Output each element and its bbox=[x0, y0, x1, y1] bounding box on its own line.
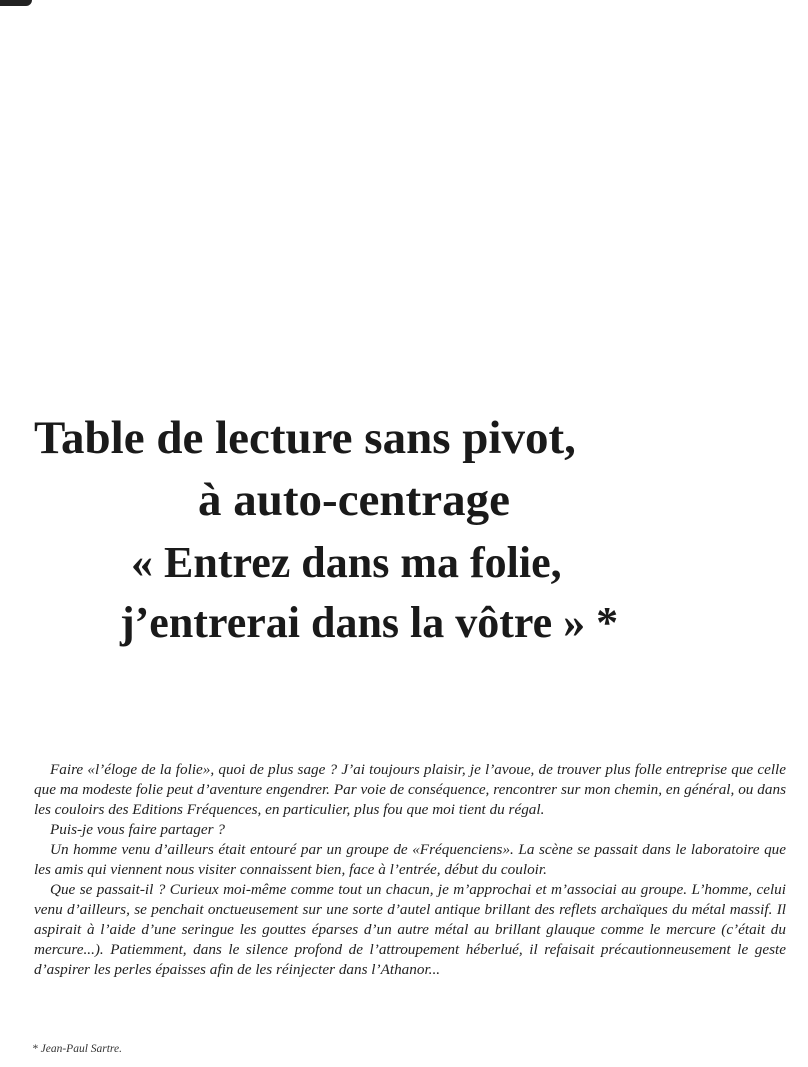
article-body bbox=[34, 760, 786, 980]
paragraph-3: Un homme venu d’ailleurs était entouré par un groupe de «Fréquenciens». La scène se passait dans le laboratoire que les amis qui viennent nous visiter connaissent bien, face à l’entrée, début du couloir. bbox=[34, 841, 786, 878]
page-corner-mark bbox=[0, 0, 32, 6]
paragraph-2: Puis-je vous faire partager ? bbox=[50, 821, 225, 838]
paragraph-4: Que se passait-il ? Curieux moi-même comme tout un chacun, je m’approchai et m’associai au groupe. L’homme, celui venu d’ailleurs, se penchait onctueusement sur une sorte d’autel antique brillant des reflets archaïques du métal massif. Il aspirait à l’aide d’une seringue les gouttes éparses d’un autre métal au brillant glauque comme le mercure (c’était du mercure...). Patiemment, dans le silence profond de l’attroupement héberlué, il refaisait précautionneusement le geste d’aspirer les perles épaisses afin de les réinjecter dans l’Athanor... bbox=[34, 881, 786, 978]
paragraph-1: Faire «l’éloge de la folie», quoi de plus sage ? J’ai toujours plaisir, je l’avoue, de trouver plus folle entreprise que celle que ma modeste folie peut d’aventure engendrer. Par voie de conséquence, rencontrer sur mon chemin, en général, ou dans les couloirs des Editions Fréquences, en particulier, plus fou que moi tient du régal. bbox=[34, 761, 786, 818]
article-title-line-1: Table de lecture sans pivot, bbox=[34, 412, 576, 464]
article-title-block bbox=[0, 408, 808, 652]
footnote: * Jean-Paul Sartre. bbox=[32, 1043, 122, 1055]
article-title-line-2: à auto-centrage bbox=[198, 474, 510, 526]
quote-subtitle-line-1: « Entrez dans ma folie, bbox=[131, 538, 562, 587]
quote-subtitle-line-2: j’entrerai dans la vôtre » * bbox=[120, 598, 619, 647]
